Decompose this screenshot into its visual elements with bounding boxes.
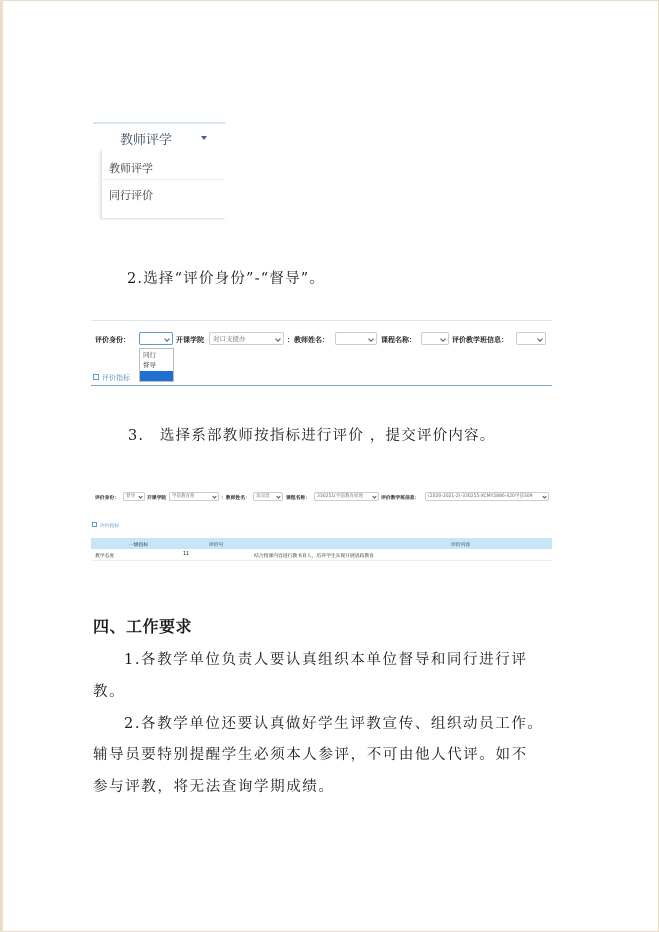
class-info-select[interactable] bbox=[425, 492, 549, 501]
dropdown-title[interactable]: 教师评学 bbox=[120, 133, 173, 148]
paragraph-1-line-2: 教。 bbox=[93, 684, 126, 700]
table-row[interactable] bbox=[91, 549, 552, 561]
list-icon bbox=[93, 374, 99, 380]
col-header-eval-content: 评价内容 bbox=[451, 543, 471, 548]
highlighted-option-bar[interactable] bbox=[140, 371, 173, 381]
label-course: 课程名称： bbox=[286, 496, 310, 501]
label-course: 课程名称： bbox=[381, 336, 416, 344]
tab-eval-indicators[interactable]: 评价指标 bbox=[100, 524, 120, 529]
chevron-down-icon bbox=[542, 494, 546, 498]
chevron-down-icon bbox=[212, 494, 216, 498]
college-select-value: 对口支援办 bbox=[213, 335, 246, 343]
filter-bottom-line bbox=[91, 385, 552, 386]
college-select[interactable] bbox=[169, 492, 219, 501]
course-select[interactable] bbox=[314, 492, 379, 501]
college-select-value: 学前教育系 bbox=[172, 494, 195, 499]
teacher-select[interactable] bbox=[253, 492, 283, 501]
label-college: 开课学院 bbox=[147, 496, 167, 501]
role-dropdown-screenshot bbox=[93, 122, 225, 220]
chevron-down-icon bbox=[537, 336, 543, 342]
cell-eval-content: 结合授课内容进行教书育人，培养学生实现开展思政教育 bbox=[254, 554, 374, 559]
label-teacher: ：教师姓名： bbox=[221, 496, 250, 501]
option-supervisor[interactable]: 督导 bbox=[143, 361, 156, 369]
dropdown-top-line bbox=[93, 122, 225, 124]
label-class-info: 评价教学班信息： bbox=[381, 496, 420, 501]
step-3-text: 3. 选择系部教师按指标进行评价 ，提交评价内容。 bbox=[128, 428, 496, 444]
label-class-info: 评价教学班信息： bbox=[452, 336, 508, 344]
label-identity: 评价身份： bbox=[95, 336, 130, 344]
label-college: 开课学院 bbox=[176, 336, 204, 344]
filter-bar-screenshot bbox=[91, 320, 552, 387]
chevron-down-icon bbox=[368, 336, 374, 342]
identity-select[interactable] bbox=[123, 492, 145, 501]
label-teacher: ：教师姓名： bbox=[287, 336, 329, 344]
menu-item-peer-eval[interactable]: 同行评价 bbox=[109, 189, 153, 202]
col-header-indicator: 一级指标 bbox=[129, 543, 149, 548]
step-2-text: 2.选择“评价身份”-“督导”。 bbox=[127, 271, 326, 287]
course-select-value: 330251(学前教育原理 bbox=[317, 494, 363, 499]
college-select[interactable] bbox=[209, 332, 284, 345]
identity-select[interactable] bbox=[139, 332, 173, 345]
teacher-select-value: 余凉萱 bbox=[256, 494, 270, 499]
paragraph-2-line-2: 辅导员要特别提醒学生必须本人参评，不可由他人代评。如不 bbox=[93, 747, 528, 763]
caret-down-icon[interactable] bbox=[201, 136, 207, 140]
chevron-down-icon bbox=[440, 336, 446, 342]
chevron-down-icon bbox=[138, 494, 142, 498]
page-edge bbox=[0, 0, 3, 932]
cell-eval-no: 11 bbox=[183, 552, 190, 557]
course-select[interactable] bbox=[421, 332, 449, 345]
class-info-select[interactable] bbox=[516, 332, 546, 345]
class-info-select-value: (2020-2021-2)-330255-XCMY2886-420学前309 bbox=[428, 494, 533, 499]
dropdown-menu bbox=[101, 150, 225, 218]
paragraph-1-line-1: 1.各教学单位负责人要认真组织本单位督导和同行进行评 bbox=[124, 652, 528, 668]
label-identity: 评价身份： bbox=[95, 496, 119, 501]
cell-indicator: 教学态度 bbox=[95, 554, 115, 559]
chevron-down-icon bbox=[275, 336, 281, 342]
paragraph-2-line-3: 参与评教，将无法查询学期成绩。 bbox=[93, 779, 335, 795]
paragraph-2-line-1: 2.各教学单位还要认真做好学生评教宣传、组织动员工作。 bbox=[124, 716, 544, 732]
option-peer[interactable]: 同行 bbox=[143, 351, 156, 359]
menu-item-teacher-eval[interactable]: 教师评学 bbox=[109, 162, 153, 175]
menu-divider bbox=[102, 179, 225, 180]
identity-options-popup bbox=[139, 348, 174, 382]
filter-top-line bbox=[91, 320, 552, 321]
table-header bbox=[91, 538, 552, 549]
list-icon bbox=[92, 522, 97, 527]
teacher-select[interactable] bbox=[335, 332, 377, 345]
section-heading: 四、工作要求 bbox=[93, 617, 193, 636]
col-header-eval-no: 评价号 bbox=[209, 543, 224, 548]
chevron-down-icon bbox=[276, 494, 280, 498]
tab-eval-indicators[interactable]: 评价指标 bbox=[102, 374, 130, 382]
chevron-down-icon bbox=[372, 494, 376, 498]
evaluation-form-screenshot bbox=[91, 485, 552, 573]
identity-select-value: 督导 bbox=[126, 494, 135, 499]
chevron-down-icon bbox=[164, 336, 170, 342]
